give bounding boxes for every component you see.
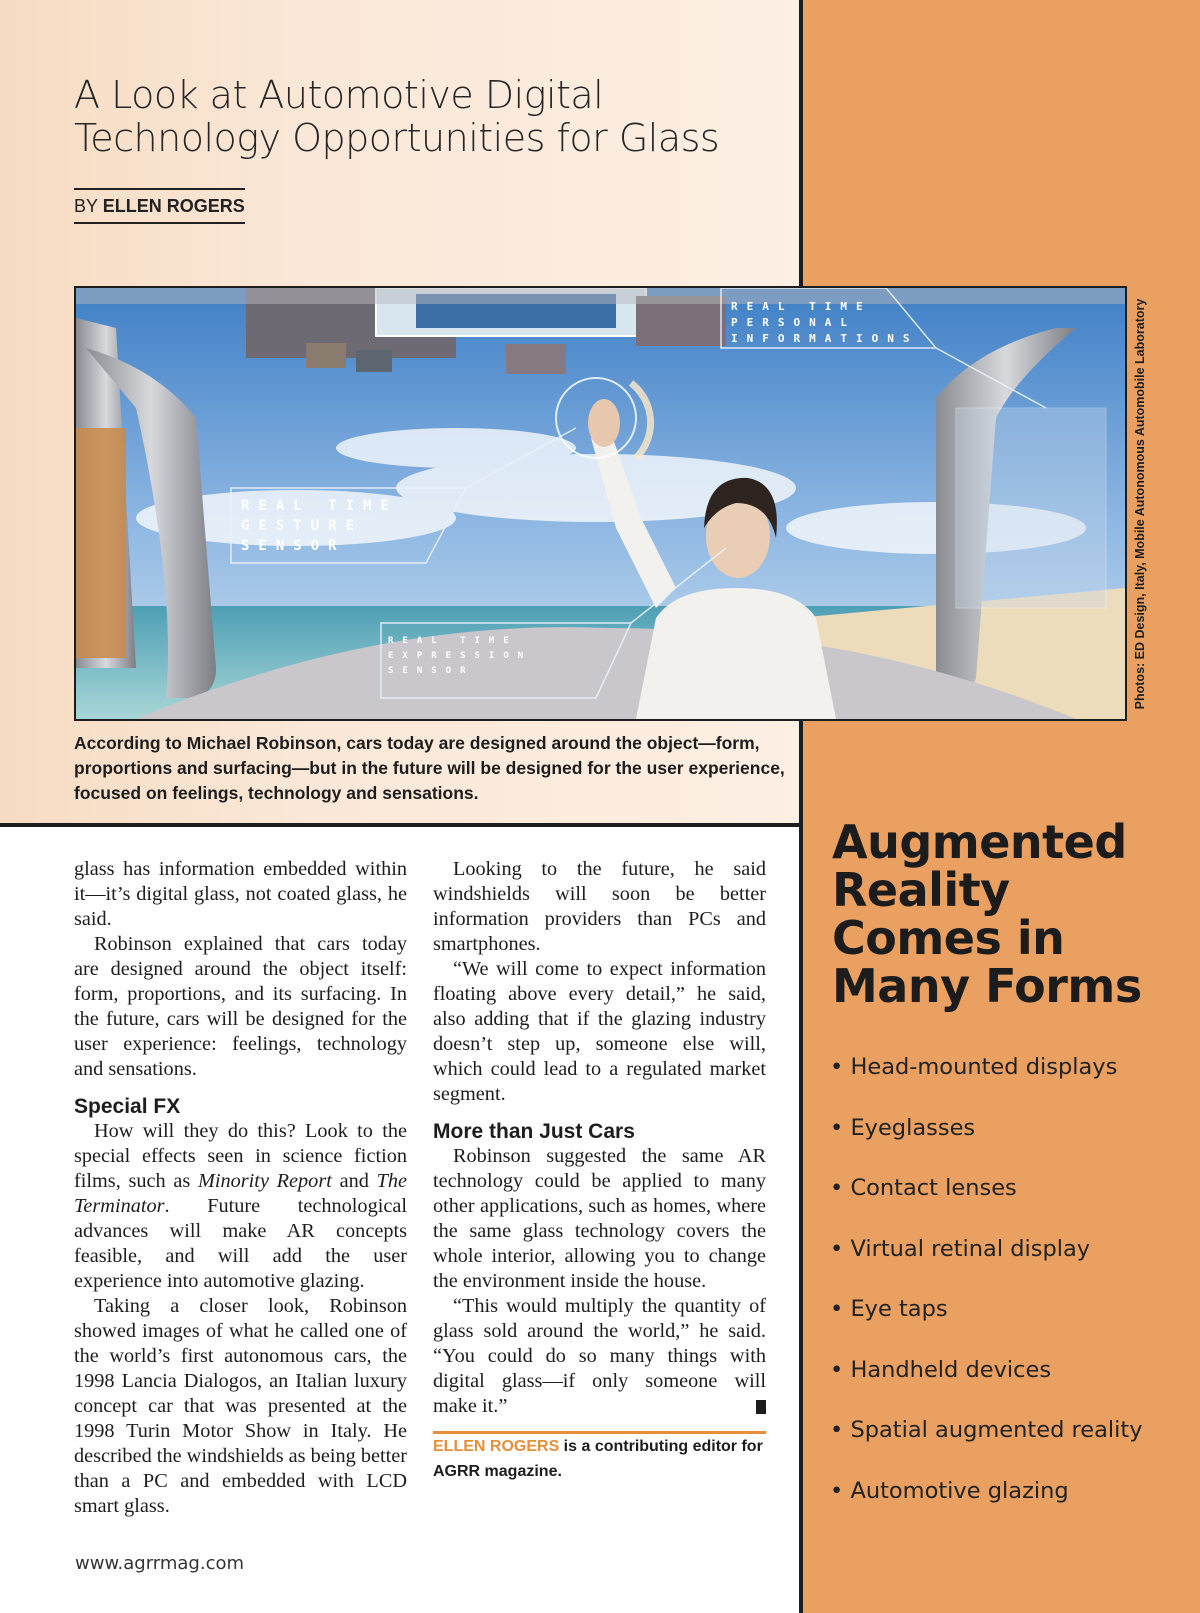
list-item: • Head-mounted displays (830, 1052, 1190, 1113)
sidebar-list (830, 1052, 1190, 1536)
paragraph: How will they do this? Look to the special effects seen in science fiction films, such as Minority Report and The Terminator. Future technological advances will make AR concepts feasible, and will add the user experience into automotive glazing. (74, 1120, 407, 1292)
byline-author: ELLEN ROGERS (102, 196, 245, 216)
article-title: A Look at Automotive Digital Technology Opportunities for Glass (74, 73, 720, 160)
personal-label-1: REAL TIME (731, 300, 872, 313)
personal-label-2: PERSONAL (731, 316, 856, 329)
paragraph: glass has information embedded within it—it’s digital glass, not coated glass, he said. (74, 858, 407, 930)
gesture-label-1: REAL TIME (241, 498, 398, 514)
body-column-1 (74, 857, 407, 1519)
end-mark-icon (756, 1400, 766, 1414)
paragraph: Robinson explained that cars today are designed around the object itself: form, proportions, and its surfacing. In the future, cars will be designed for the user experience: feelings, technology and sensations. (74, 933, 407, 1080)
gesture-label-3: SENSOR (241, 538, 346, 554)
horizontal-divider (0, 823, 802, 827)
hero-photo-illustration (76, 288, 1125, 719)
paragraph: “We will come to expect information floating above every detail,” he said, also adding that if the glazing industry doesn’t step up, someone else will, which could lead to a regulated market segment. (433, 958, 766, 1105)
right-screen (956, 408, 1106, 608)
footer-url-link[interactable]: www.agrrmag.com (75, 1553, 245, 1574)
gesture-label-2: GESTURE (241, 518, 364, 534)
list-item: • Spatial augmented reality (830, 1415, 1190, 1476)
section-heading-more-than-cars: More than Just Cars (433, 1120, 635, 1143)
list-item: • Eyeglasses (830, 1113, 1190, 1174)
paragraph: “This would multiply the quantity of glass sold around the world,” he said. “You could do so many things with digital glass—if only someone will make it.” (433, 1295, 766, 1417)
expression-label-2: EXPRESSION (388, 651, 533, 661)
hero-photo (74, 286, 1127, 721)
photo-caption: According to Michael Robinson, cars today are designed around the object—form, proportions and surfacing—but in the future will be designed for the user experience, focused on feelings, technology and sensations. (74, 733, 785, 803)
paragraph: Taking a closer look, Robinson showed images of what he called one of the world’s first autonomous cars, the 1998 Lancia Dialogos, an Italian luxury concept car that was presented at the 1998 Turin Motor Show in Italy. He described the windshields as being better than a PC and embedded with LCD smart glass. (74, 1295, 407, 1517)
byline-prefix: BY (74, 196, 98, 216)
author-bio: ELLEN ROGERS is a contributing editor for AGRR magazine. (433, 1438, 763, 1480)
expression-label-3: SENSOR (388, 666, 475, 676)
expression-label-1: REAL TIME (388, 636, 518, 646)
body-column-2 (433, 857, 766, 1484)
list-item: • Handheld devices (830, 1355, 1190, 1416)
byline (74, 188, 245, 224)
section-heading-special-fx: Special FX (74, 1095, 181, 1118)
author-bio-name: ELLEN ROGERS (433, 1438, 560, 1455)
film-title: Minority Report (197, 1170, 332, 1192)
paragraph: Robinson suggested the same AR technology could be applied to many other applications, such as homes, where the same glass technology covers the whole interior, allowing you to change the environment inside the house. (433, 1145, 766, 1292)
film-title: The Terminator (74, 1170, 407, 1217)
photo-credit (1128, 286, 1152, 721)
list-item: • Eye taps (830, 1294, 1190, 1355)
personal-label-3: INFORMATIONS (731, 332, 919, 345)
vertical-divider (799, 0, 803, 1613)
list-item: • Virtual retinal display (830, 1234, 1190, 1295)
list-item: • Contact lenses (830, 1173, 1190, 1234)
paragraph: Looking to the future, he said windshields will soon be better information providers than PCs and smartphones. (433, 858, 766, 955)
list-item: • Automotive glazing (830, 1476, 1190, 1537)
sidebar-title: Augmented Reality Comes in Many Forms (832, 815, 1142, 1013)
left-screen (76, 428, 126, 658)
photo-credit-text: Photos: ED Design, Italy, Mobile Autonomous Automobile Laboratory (1133, 298, 1147, 709)
